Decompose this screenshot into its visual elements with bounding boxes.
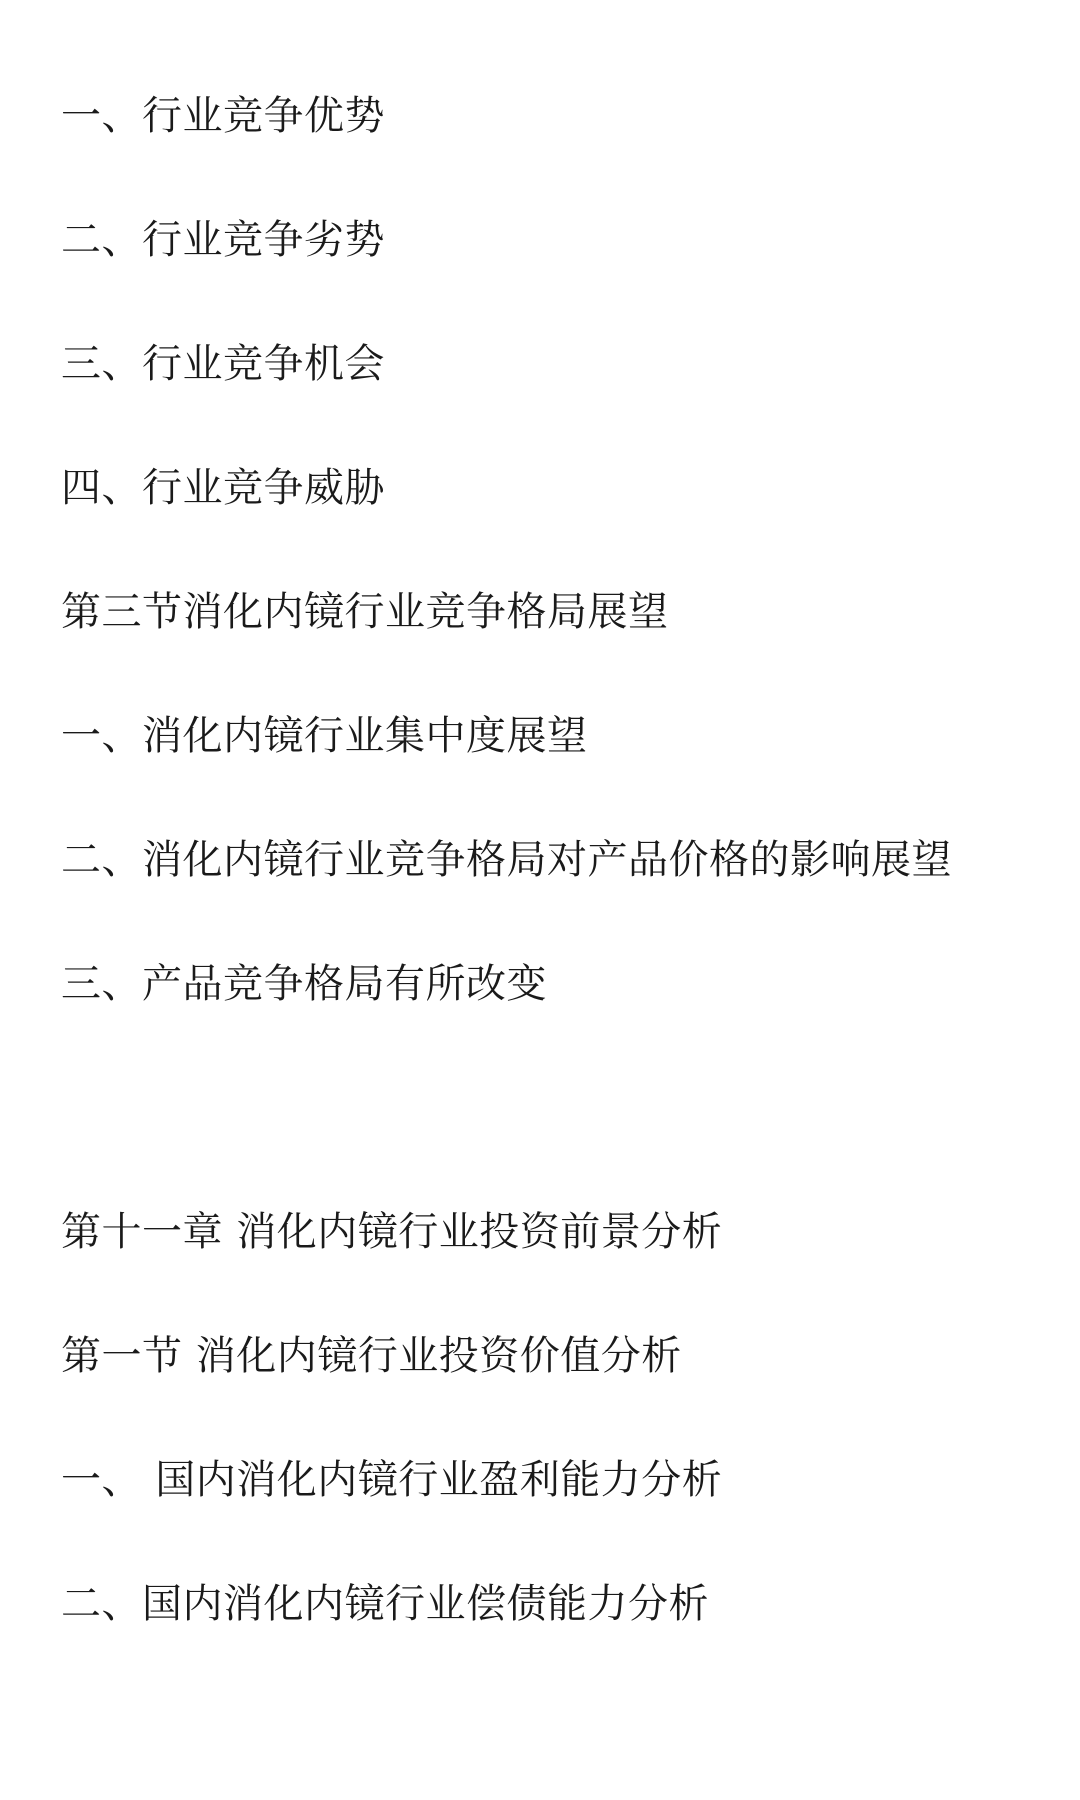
toc-line-profitability-analysis: 一、 国内消化内镜行业盈利能力分析 [61,1457,723,1503]
toc-line-price-impact-outlook: 二、消化内镜行业竞争格局对产品价格的影响展望 [61,837,952,883]
toc-line-competitive-advantage: 一、行业竞争优势 [61,93,385,139]
toc-line-concentration-outlook: 一、消化内镜行业集中度展望 [61,713,588,759]
toc-line-solvency-analysis: 二、国内消化内镜行业偿债能力分析 [61,1581,709,1627]
toc-line-competitive-threat: 四、行业竞争威胁 [61,465,385,511]
toc-section-heading-outlook: 第三节消化内镜行业竞争格局展望 [61,589,669,635]
toc-chapter-heading-investment: 第十一章 消化内镜行业投资前景分析 [61,1209,723,1255]
toc-line-product-landscape-change: 三、产品竞争格局有所改变 [61,961,547,1007]
toc-section-heading-investment-value: 第一节 消化内镜行业投资价值分析 [61,1333,682,1379]
toc-line-competitive-disadvantage: 二、行业竞争劣势 [61,217,385,263]
toc-line-competitive-opportunity: 三、行业竞争机会 [61,341,385,387]
